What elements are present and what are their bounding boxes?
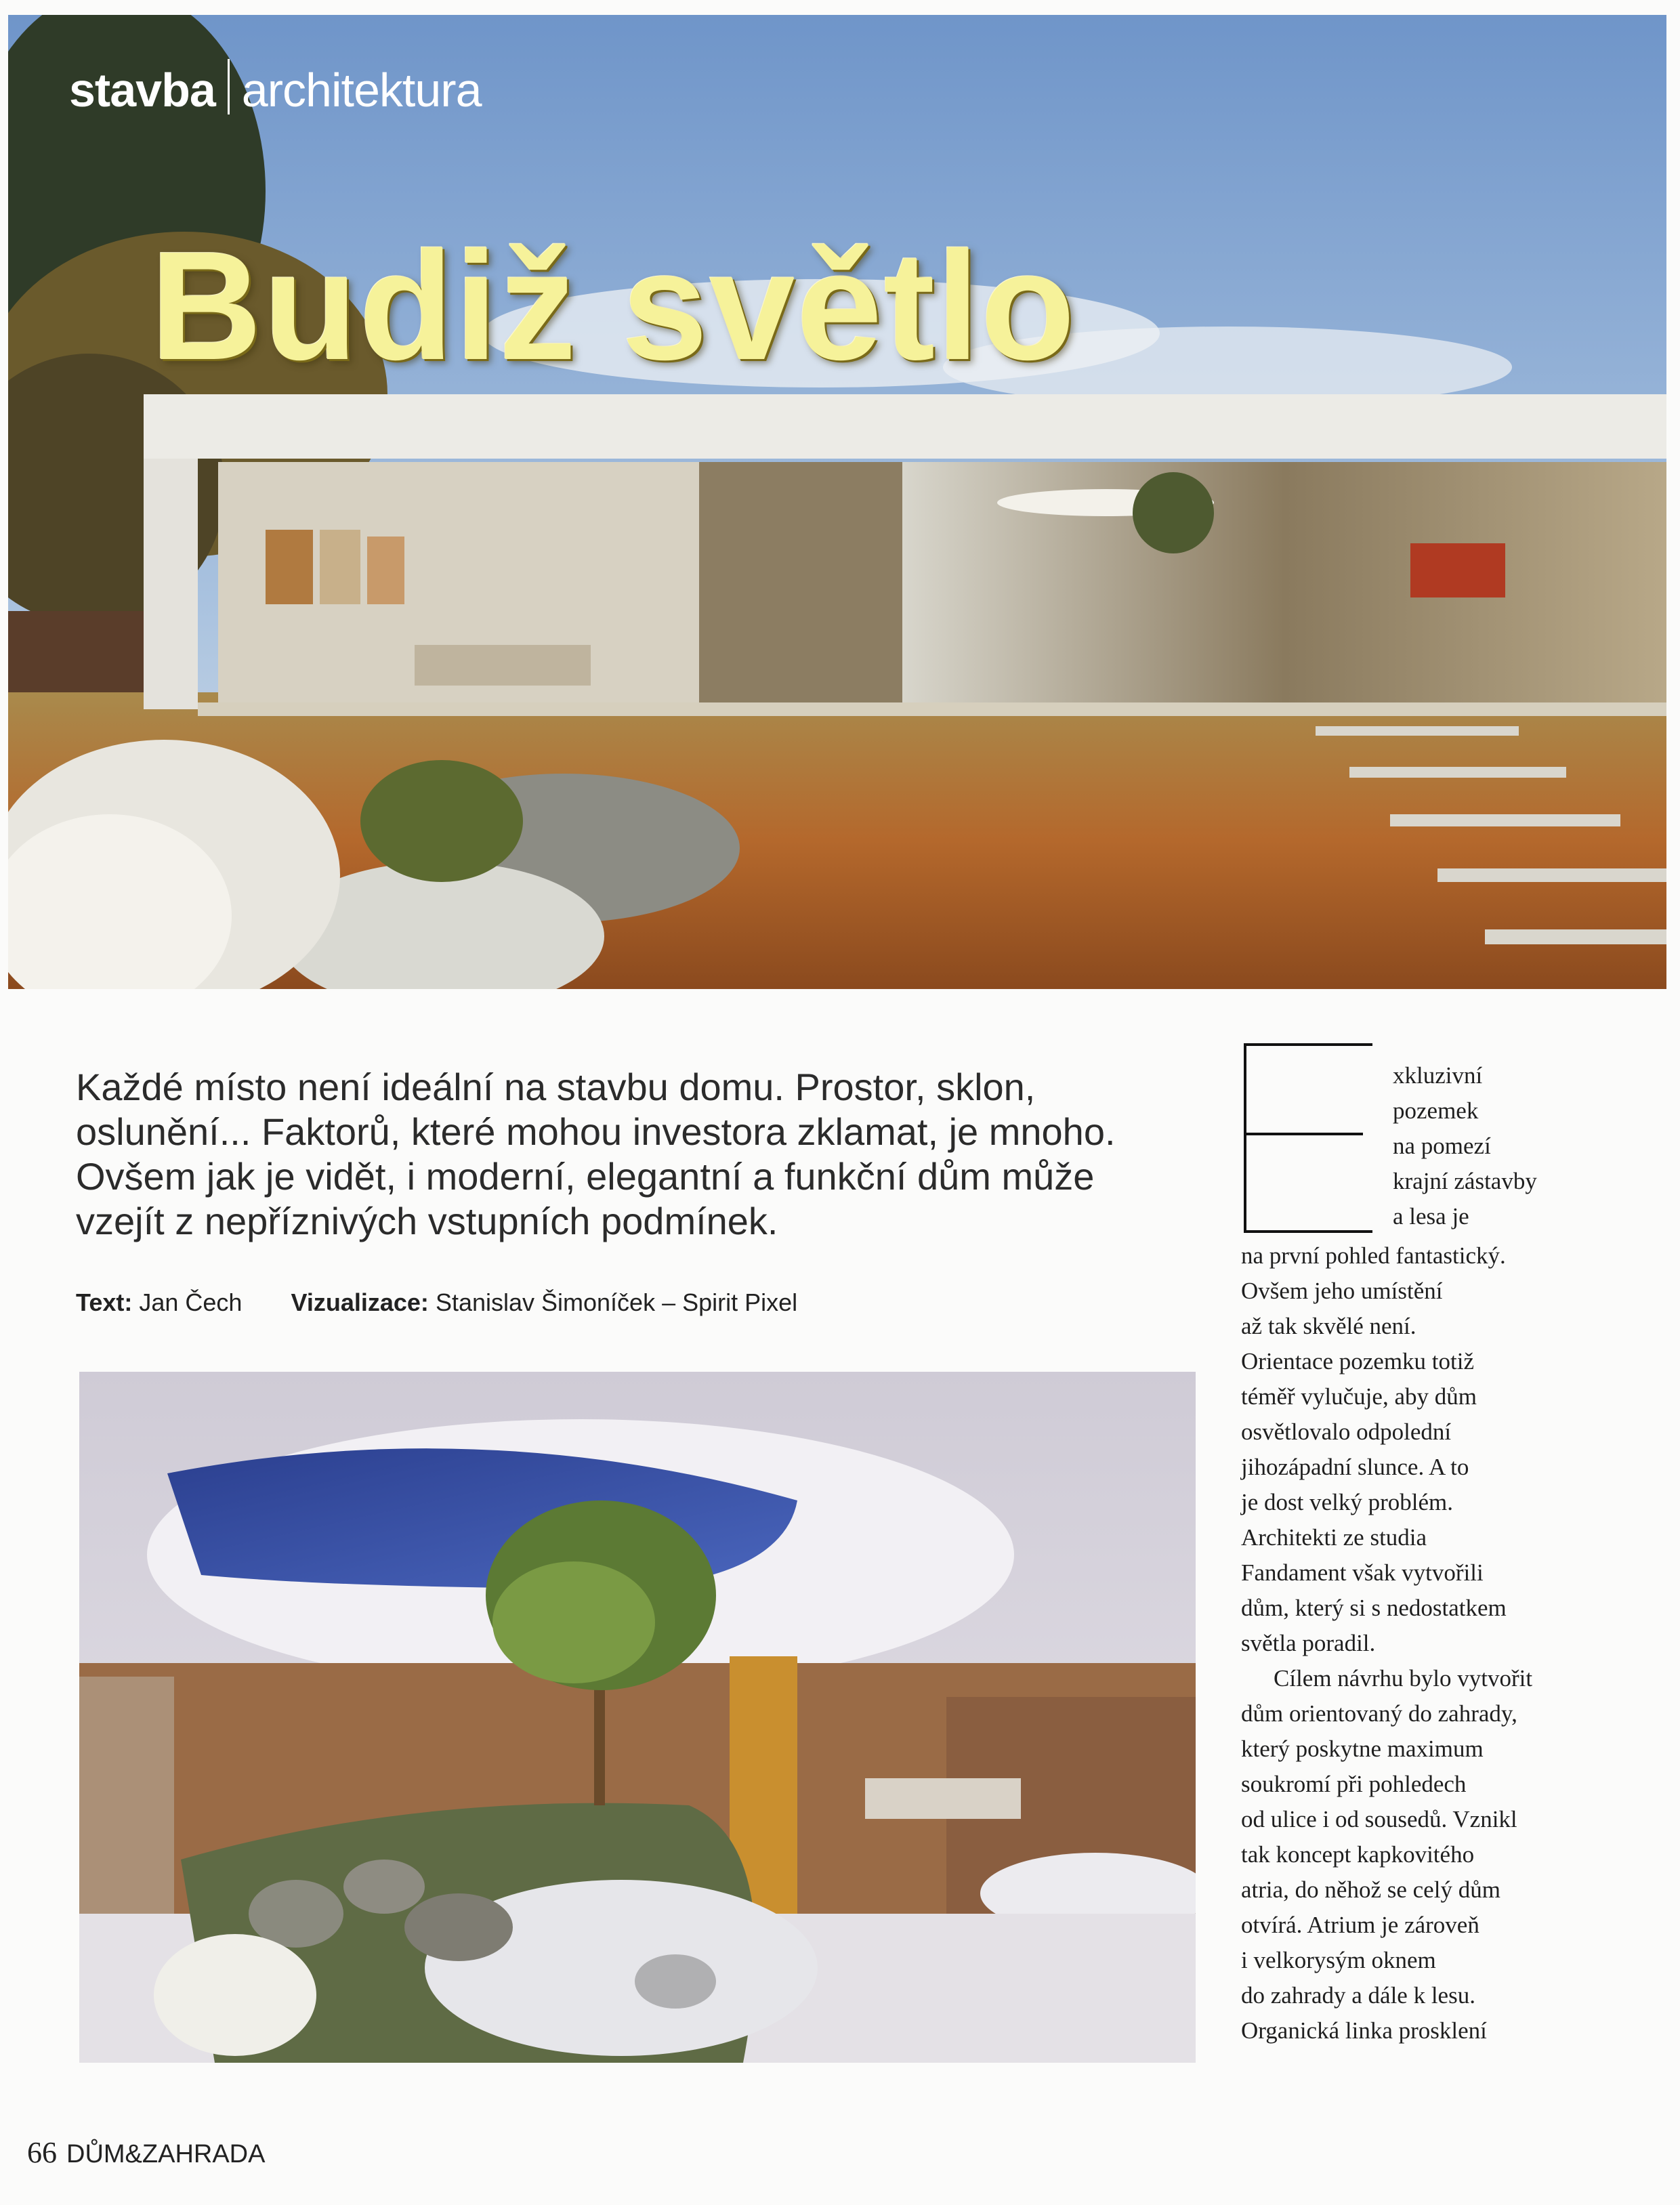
page-number: 66 (27, 2136, 57, 2169)
body-line: Fandament však vytvořili (1241, 1559, 1484, 1586)
credits-viz-author: Stanislav Šimoníček – Spirit Pixel (435, 1288, 798, 1316)
hero-house-illustration (8, 15, 1666, 989)
credits-viz-label: Vizualizace: (291, 1288, 429, 1316)
body-line: osvětlovalo odpolední (1241, 1419, 1452, 1445)
body-line: Orientace pozemku totiž (1241, 1348, 1475, 1374)
body-line: Architekti ze studia (1241, 1524, 1427, 1551)
body-line: soukromí při pohledech (1241, 1771, 1467, 1797)
article-title: Budiž světlo (150, 220, 1076, 392)
body-line: téměř vylučuje, aby dům (1241, 1383, 1477, 1410)
article-body (1241, 1238, 1573, 2049)
body-line: otvírá. Atrium je zároveň (1241, 1912, 1479, 1938)
dropcap-line: na pomezí (1393, 1133, 1491, 1159)
body-line: Ovšem jeho umístění (1241, 1278, 1443, 1304)
body-line: až tak skvělé není. (1241, 1313, 1416, 1339)
subsection-name: architektura (241, 64, 482, 117)
credits-text-label: Text: (76, 1288, 133, 1316)
body-line: tak koncept kapkovitého (1241, 1841, 1475, 1868)
body-line: od ulice i od sousedů. Vznikl (1241, 1806, 1517, 1832)
dropcap-line: a lesa je (1393, 1203, 1469, 1230)
body-line: který poskytne maximum (1241, 1736, 1484, 1762)
page-footer (27, 2135, 265, 2170)
magazine-name: DŮM&ZAHRADA (66, 2140, 266, 2168)
dropcap-line: pozemek (1393, 1097, 1479, 1124)
dropcap-line: xkluzivní (1393, 1062, 1483, 1089)
drop-cap-letter (1244, 1043, 1372, 1233)
body-line: dům orientovaný do zahrady, (1241, 1700, 1517, 1727)
body-line: je dost velký problém. (1241, 1489, 1454, 1515)
body-line: i velkorysým oknem (1241, 1947, 1436, 1973)
body-line: do zahrady a dále k lesu. (1241, 1982, 1475, 2009)
body-line: světla poradil. (1241, 1630, 1376, 1656)
credits-text-author: Jan Čech (139, 1288, 243, 1316)
atrium-illustration (79, 1372, 1196, 2063)
section-divider (228, 59, 230, 114)
article-lead: Každé místo není ideální na stavbu domu. Prostor, sklon, oslunění... Faktorů, které mohou investora zklamat, je mnoho. Ovšem jak je vidět, i moderní, elegantní a funkční dům může vzejít z nepříznivých vstupních podmínek. (76, 1066, 1116, 1242)
body-line: jihozápadní slunce. A to (1241, 1454, 1469, 1480)
atrium-photo (79, 1372, 1196, 2063)
hero-photo (8, 15, 1666, 989)
dropcap-line: krajní zástavby (1393, 1168, 1537, 1194)
body-line: na první pohled fantastický. (1241, 1242, 1506, 1269)
body-line: Cílem návrhu bylo vytvořit (1274, 1665, 1533, 1692)
section-label (69, 59, 482, 117)
body-line: atria, do něhož se celý dům (1241, 1876, 1500, 1903)
credits (76, 1288, 797, 1317)
section-name: stavba (69, 64, 215, 117)
body-line: Organická linka prosklení (1241, 2017, 1487, 2044)
body-line: dům, který si s nedostatkem (1241, 1595, 1507, 1621)
